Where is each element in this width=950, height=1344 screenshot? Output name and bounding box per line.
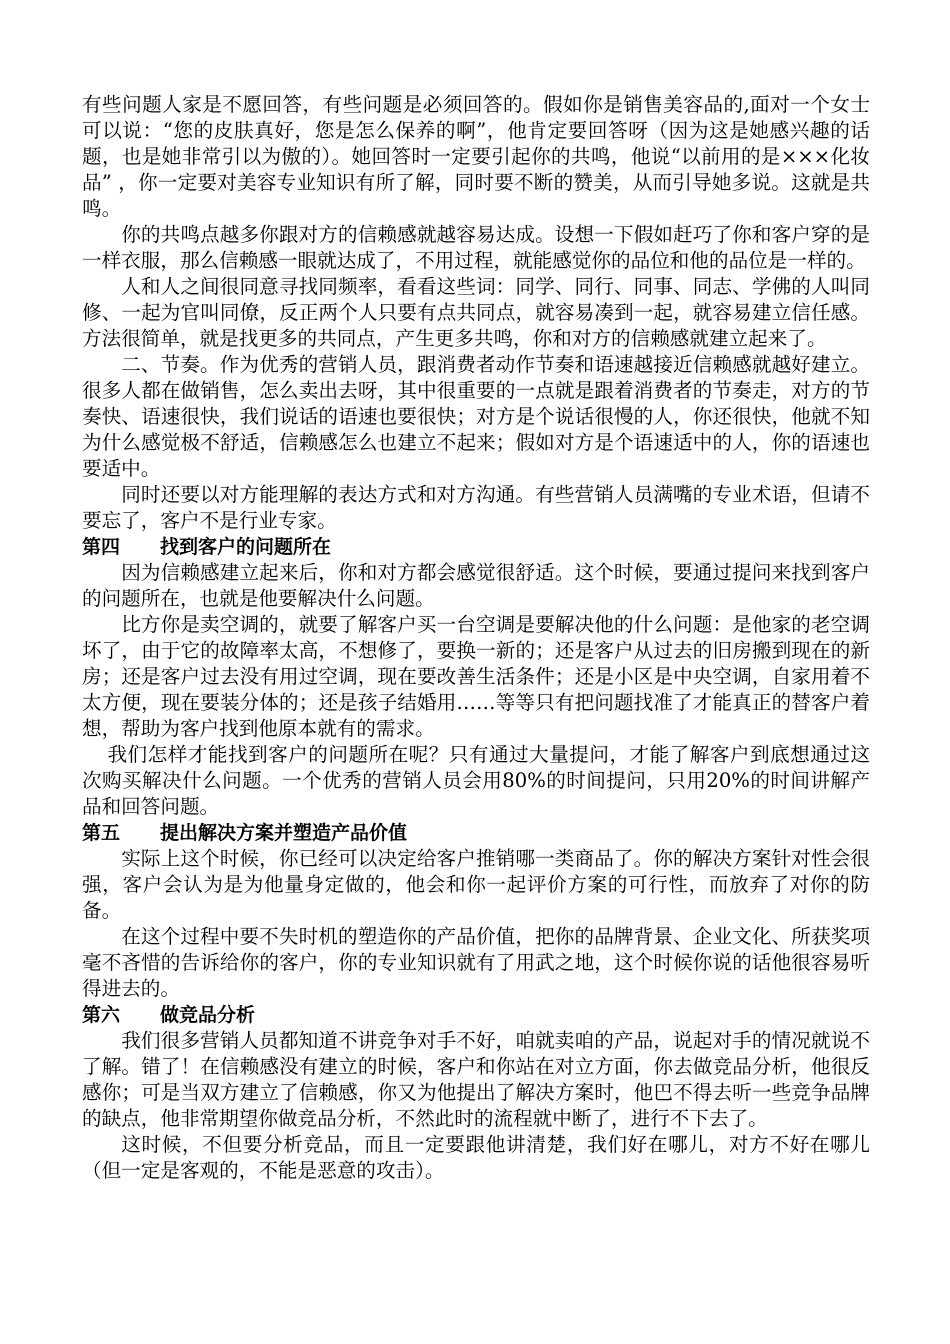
paragraph: 因为信赖感建立起来后，你和对方都会感觉很舒适。这个时候，要通过提问来找到客户的问题所在，也就是他要解决什么问题。 [82, 561, 870, 610]
paragraph: 你的共鸣点越多你跟对方的信赖感就越容易达成。设想一下假如赶巧了你和客户穿的是一样衣服，那么信赖感一眼就达成了，不用过程，就能感觉你的品位和他的品位是一样的。 [82, 223, 870, 272]
document-body [82, 92, 870, 1184]
paragraph: 在这个过程中要不失时机的塑造你的产品价值，把你的品牌背景、企业文化、所获奖项毫不吝惜的告诉给你的客户，你的专业知识就有了用武之地，这个时候你说的话他很容易听得进去的。 [82, 925, 870, 1000]
paragraph: 二、节奏。作为优秀的营销人员，跟消费者动作节奏和语速越接近信赖感就越好建立。很多人都在做销售，怎么卖出去呀，其中很重要的一点就是跟着消费者的节奏走，对方的节奏快、语速很快，我们说话的语速也要很快；对方是个说话很慢的人，你还很快，他就不知为什么感觉极不舒适，信赖感怎么也建立不起来；假如对方是个语速适中的人，你的语速也要适中。 [82, 353, 870, 480]
section-title: 找到客户的问题所在 [160, 536, 332, 558]
section-number: 第五 [82, 822, 121, 844]
paragraph: 有些问题人家是不愿回答，有些问题是必须回答的。假如你是销售美容品的,面对一个女士可以说：“您的皮肤真好，您是怎么保养的啊”，他肯定要回答呀（因为这是她感兴趣的话题，也是她非常引以为傲的）。她回答时一定要引起你的共鸣，他说“以前用的是×××化妆品” ，你一定要对美容专业知识有所了解，同时要不断的赞美，从而引导她多说。这就是共鸣。 [82, 93, 870, 220]
section-heading [82, 534, 870, 560]
section-number: 第四 [82, 536, 121, 558]
section-heading [82, 820, 870, 846]
section-title: 提出解决方案并塑造产品价值 [160, 822, 408, 844]
paragraph: 我们很多营销人员都知道不讲竞争对手不好，咱就卖咱的产品，说起对手的情况就说不了解。错了！在信赖感没有建立的时候，客户和你站在对立方面，你去做竞品分析，他很反感你；可是当双方建立了信赖感，你又为他提出了解决方案时，他巴不得去听一些竞争品牌的缺点，他非常期望你做竞品分析，不然此时的流程就中断了，进行不下去了。 [82, 1029, 870, 1130]
paragraph: 我们怎样才能找到客户的问题所在呢？只有通过大量提问，才能了解客户到底想通过这次购买解决什么问题。一个优秀的营销人员会用80%的时间提问，只用20%的时间讲解产品和回答问题。 [82, 743, 870, 818]
section-title: 做竞品分析 [160, 1004, 256, 1026]
paragraph: 实际上这个时候，你已经可以决定给客户推销哪一类商品了。你的解决方案针对性会很强，客户会认为是为他量身定做的，他会和你一起评价方案的可行性，而放弃了对你的防备。 [82, 847, 870, 922]
paragraph: 人和人之间很同意寻找同频率，看看这些词：同学、同行、同事、同志、学佛的人叫同修、一起为官叫同僚，反正两个人只要有点共同点，就容易凑到一起，就容易建立信任感。方法很简单，就是找更多的共同点，产生更多共鸣，你和对方的信赖感就建立起来了。 [82, 275, 870, 350]
paragraph: 这时候，不但要分析竞品，而且一定要跟他讲清楚，我们好在哪儿，对方不好在哪儿（但一定是客观的，不能是恶意的攻击）。 [82, 1133, 870, 1182]
paragraph: 同时还要以对方能理解的表达方式和对方沟通。有些营销人员满嘴的专业术语，但请不要忘了，客户不是行业专家。 [82, 483, 870, 532]
section-heading [82, 1002, 870, 1028]
paragraph: 比方你是卖空调的，就要了解客户买一台空调是要解决他的什么问题：是他家的老空调坏了，由于它的故障率太高，不想修了，要换一新的；还是客户从过去的旧房搬到现在的新房；还是客户过去没有用过空调，现在要改善生活条件；还是小区是中央空调，自家用着不太方便，现在要装分体的；还是孩子结婚用……等等只有把问题找准了才能真正的替客户着想，帮助为客户找到他原本就有的需求。 [82, 613, 870, 740]
section-number: 第六 [82, 1004, 121, 1026]
